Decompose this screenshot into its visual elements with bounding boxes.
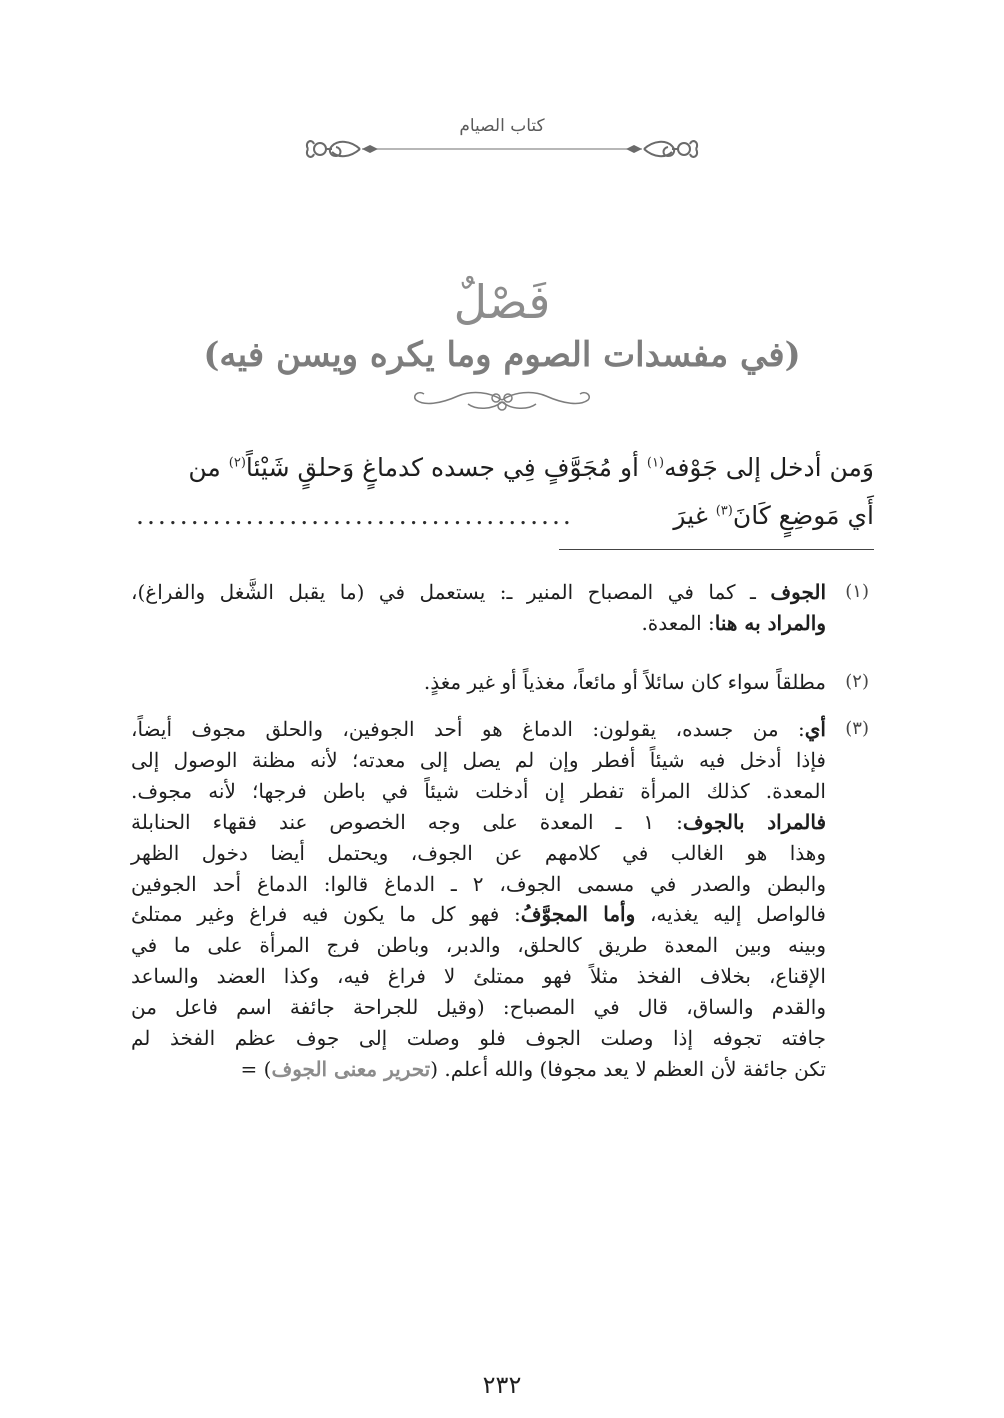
footnote-line xyxy=(131,1054,826,1084)
footnote-line xyxy=(131,608,826,638)
footnote-line xyxy=(131,899,826,929)
footnote-term: والمراد به هنا xyxy=(714,610,826,635)
running-title: كتاب الصيام xyxy=(459,116,545,136)
footnote-text: : من جسده، يقولون: الدماغ هو أحد الجوفين، والحلق مجوف أيضاً، xyxy=(131,717,805,741)
matn-text: وَمن أدخل إلى جَوْفه xyxy=(664,453,874,482)
matn-text: من xyxy=(188,453,229,482)
footnote-line xyxy=(131,776,826,806)
footnote-text: والبطن والصدر في مسمى الجوف، ٢ ـ الدماغ قالوا: الدماغ أحد الجوفين xyxy=(131,871,826,896)
footnote-number: (١) xyxy=(845,581,869,602)
footnote-text: فالواصل إليه يغذيه، xyxy=(635,902,826,927)
footnote-term: فالمراد بالجوف xyxy=(682,809,826,834)
footnote-text: مطلقاً سواء كان سائلاً أو مائعاً، مغذياً أو غير مغذٍ. xyxy=(423,670,826,694)
footnote-text: المعدة. كذلك المرأة تفطر إن أدخلت شيئاً في باطن فرجها؛ لأنه مجوف. xyxy=(131,778,826,803)
footnote-line xyxy=(131,961,826,991)
footnote-line xyxy=(131,930,826,960)
footnote-number: (٣) xyxy=(845,718,869,739)
footnote-text: ) = xyxy=(240,1056,272,1081)
footnote-term: الجوف xyxy=(770,580,826,604)
section-word-fasl: فَصْلٌ xyxy=(453,275,551,329)
footnote-text: تكن جائفة لأن العظم لا يعد مجوفا) والله أعلم. ( xyxy=(430,1056,826,1081)
matn-text: أو مُجَوَّفٍ فِي جسده كدماغٍ وَحلقٍ شَيْئاً xyxy=(245,453,647,482)
footnote-line xyxy=(131,992,826,1022)
footnote-text: جافته تجوفه إذا وصلت الجوف فلو وصلت إلى جوف عظم الفخذ لم xyxy=(131,1026,826,1050)
footnote-line xyxy=(131,745,826,775)
footnote-text: وهذا هو الغالب في كلامهم عن الجوف، ويحتمل أيضا دخول الظهر xyxy=(131,840,826,865)
footnote-separator xyxy=(559,549,874,550)
header-ornament-icon xyxy=(300,132,704,162)
matn-text: أَي مَوضِعٍ كَانَ xyxy=(732,501,874,530)
matn-line-1 xyxy=(129,448,874,488)
footnote-number: (٢) xyxy=(845,671,869,692)
footnote-line xyxy=(131,869,826,899)
footnote-text: فإذا أدخل فيه شيئاً أفطر وإن لم يصل إلى معدته؛ لأنه مظنة الوصول إلى xyxy=(131,747,826,772)
footnote-text: : فهو كل ما يكون فيه فراغ وغير ممتلئ xyxy=(131,902,521,927)
title-divider-ornament-icon xyxy=(410,386,594,416)
footnote-ref-3: (٣) xyxy=(715,503,733,519)
running-header xyxy=(300,108,704,168)
footnote-term: وأما المجوَّفُ xyxy=(520,902,636,927)
footnote-line xyxy=(131,667,826,697)
footnote-line xyxy=(131,807,826,837)
footnote-ref-2: (٢) xyxy=(228,455,246,471)
page-number: ٢٣٢ xyxy=(482,1371,522,1399)
matn-text: غيرَ xyxy=(673,501,716,530)
footnote-text: : ١ ـ المعدة على وجه الخصوص عند فقهاء الحنابلة xyxy=(131,809,683,834)
footnote-text: الإقناع، بخلاف الفخذ مثلاً فهو ممتلئ لا فراغ فيه، وكذا العضد والساعد xyxy=(131,964,826,989)
dotted-leader: ........................................ xyxy=(136,501,574,530)
footnote-line xyxy=(131,838,826,868)
footnote-text: ـ كما في المصباح المنير ـ: يستعمل في (ما يقبل الشَّغل والفراغ)، xyxy=(131,580,771,604)
footnote-line xyxy=(131,714,826,744)
footnote-text: والقدم والساق، قال في المصباح: (وقيل للجراحة جائفة اسم فاعل من xyxy=(131,995,826,1020)
footnote-line xyxy=(131,1023,826,1053)
footnote-text: وبينه وبين المعدة طريق كالحلق، والدبر، وباطن فرج المرأة على ما في xyxy=(131,933,826,958)
source-reference: تحرير معنى الجوف xyxy=(271,1056,431,1081)
footnote-term: أي xyxy=(804,717,826,741)
footnote-text: : المعدة. xyxy=(641,610,715,635)
footnote-line xyxy=(131,577,826,607)
footnote-ref-1: (١) xyxy=(646,455,665,471)
chapter-title: (في مفسدات الصوم وما يكره ويسن فيه) xyxy=(203,335,801,375)
